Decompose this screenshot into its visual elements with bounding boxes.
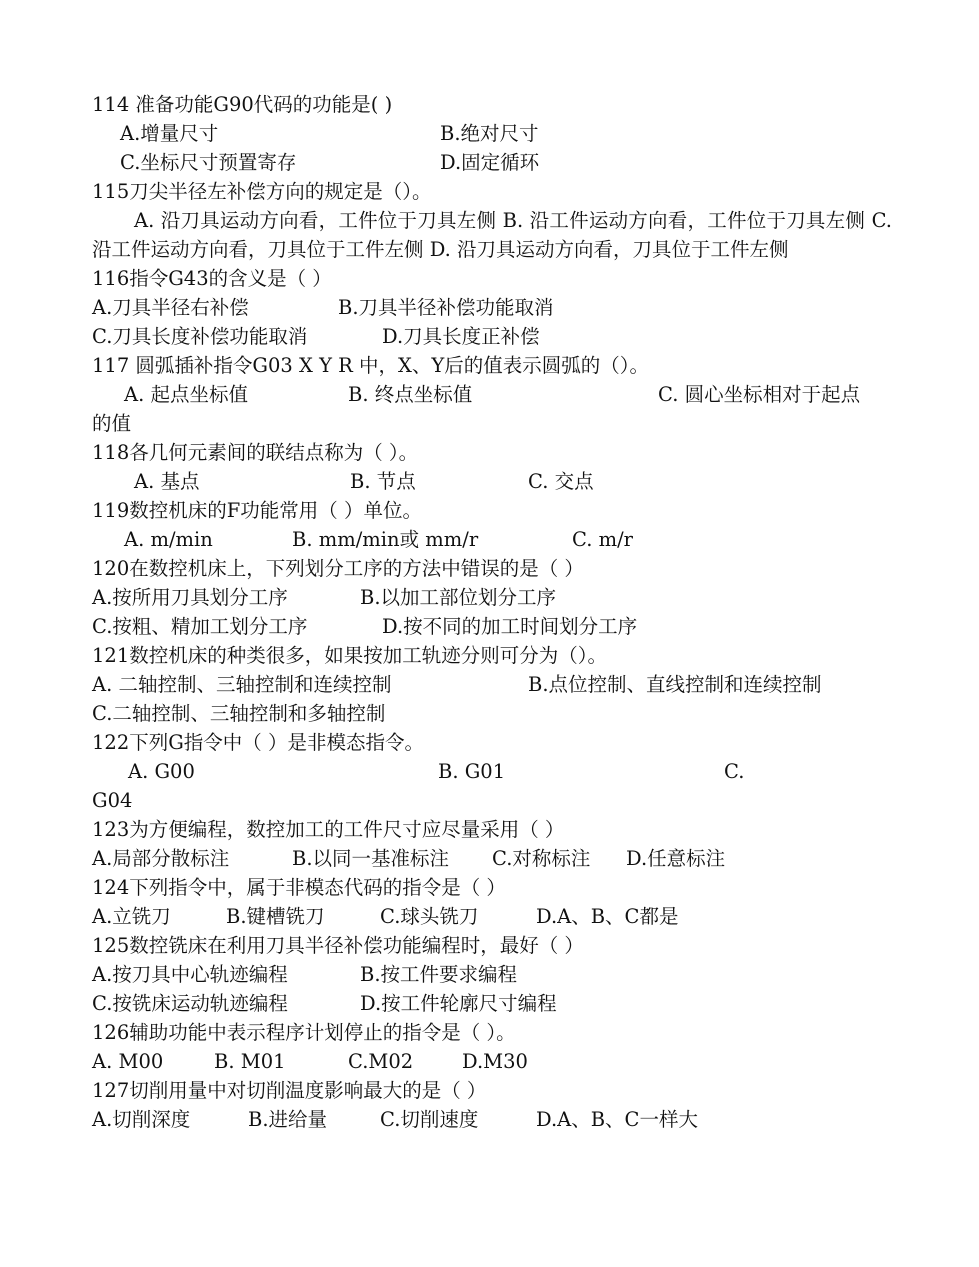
- question-115: 115刀尖半径左补偿方向的规定是（）。: [92, 180, 432, 203]
- question-114: 114 准备功能G90代码的功能是( ): [92, 93, 393, 116]
- option-d: D.M30: [462, 1050, 528, 1073]
- option-d: D.固定循环: [440, 151, 540, 174]
- options-123: [92, 844, 892, 873]
- option-d: D.刀具长度正补偿: [382, 325, 540, 348]
- option-a: A.增量尺寸: [120, 122, 219, 145]
- option-a: A.切削深度: [92, 1108, 191, 1131]
- options-115: A. 沿刀具运动方向看，工件位于刀具左侧 B. 沿工件运动方向看，工件位于刀具左侧 C. 沿工件运动方向看，刀具位于工件左侧 D. 沿刀具运动方向看，刀具位于工件左侧: [92, 209, 892, 261]
- option-d: D.A、B、C都是: [536, 905, 679, 928]
- option-c: C. 圆心坐标相对于起点: [658, 383, 861, 406]
- option-c: C. m/r: [572, 528, 634, 551]
- option-b: B. G01: [438, 760, 506, 783]
- option-a: A. 基点: [134, 470, 200, 493]
- option-a: A. 起点坐标值: [124, 383, 248, 406]
- option-d: D.任意标注: [626, 847, 726, 870]
- options-121-row2: [92, 699, 892, 728]
- option-b: B. mm/min或 mm/r: [292, 528, 479, 551]
- question-118: 118各几何元素间的联结点称为（ ）。: [92, 441, 419, 464]
- option-b: B.以加工部位划分工序: [360, 586, 557, 609]
- option-c: C.对称标注: [492, 847, 591, 870]
- option-d: D.A、B、C一样大: [536, 1108, 698, 1131]
- option-b: B. 节点: [350, 470, 416, 493]
- option-c: C.M02: [348, 1050, 414, 1073]
- option-c: C. 交点: [528, 470, 594, 493]
- option-a: A. m/min: [124, 528, 213, 551]
- option-c: C.坐标尺寸预置寄存: [120, 151, 297, 174]
- question-117: 117 圆弧插补指令G03 X Y R 中，X、Y后的值表示圆弧的（）。: [92, 354, 650, 377]
- question-116: 116指令G43的含义是（ ）: [92, 267, 332, 290]
- question-127: 127切削用量中对切削温度影响最大的是（ ）: [92, 1079, 487, 1102]
- question-124: 124下列指令中，属于非模态代码的指令是（ ）: [92, 876, 506, 899]
- options-124: [92, 902, 892, 931]
- option-c: C.按粗、精加工划分工序: [92, 615, 308, 638]
- option-c-continued: G04: [92, 789, 133, 812]
- options-120-row1: [92, 583, 892, 612]
- option-c-continued: 的值: [92, 412, 132, 435]
- options-114-row1: [92, 119, 892, 148]
- question-120: 120在数控机床上，下列划分工序的方法中错误的是（ ）: [92, 557, 584, 580]
- options-121-row1: [92, 670, 892, 699]
- option-d: D.按工件轮廓尺寸编程: [360, 992, 557, 1015]
- option-b: B.刀具半径补偿功能取消: [338, 296, 554, 319]
- options-117-row1: [92, 380, 892, 409]
- option-c: C.二轴控制、三轴控制和多轴控制: [92, 702, 386, 725]
- option-a: A.刀具半径右补偿: [92, 296, 249, 319]
- question-122: 122下列G指令中（ ）是非模态指令。: [92, 731, 424, 754]
- option-c: C.按铣床运动轨迹编程: [92, 992, 288, 1015]
- option-a: A. 二轴控制、三轴控制和连续控制: [92, 673, 392, 696]
- option-d: D.按不同的加工时间划分工序: [382, 615, 638, 638]
- option-b: B. 终点坐标值: [348, 383, 473, 406]
- option-c: C.: [724, 760, 745, 783]
- options-125-row2: [92, 989, 892, 1018]
- options-114-row2: [92, 148, 892, 177]
- option-b: B.点位控制、直线控制和连续控制: [528, 673, 822, 696]
- options-126: [92, 1047, 892, 1076]
- options-122-row1: [92, 757, 892, 786]
- option-b: B. M01: [214, 1050, 286, 1073]
- option-b: B.以同一基准标注: [292, 847, 450, 870]
- option-b: B.绝对尺寸: [440, 122, 539, 145]
- option-b: B.按工件要求编程: [360, 963, 518, 986]
- option-a: A. G00: [128, 760, 195, 783]
- option-c: C.刀具长度补偿功能取消: [92, 325, 308, 348]
- option-b: B.键槽铣刀: [226, 905, 325, 928]
- options-119: [92, 525, 892, 554]
- question-121: 121数控机床的种类很多，如果按加工轨迹分则可分为（）。: [92, 644, 607, 667]
- option-c: C.切削速度: [380, 1108, 479, 1131]
- question-126: 126辅助功能中表示程序计划停止的指令是（ ）。: [92, 1021, 516, 1044]
- options-127: [92, 1105, 892, 1134]
- options-116-row2: [92, 322, 892, 351]
- options-118: [92, 467, 892, 496]
- option-a: A.立铣刀: [92, 905, 171, 928]
- option-a: A.按所用刀具划分工序: [92, 586, 288, 609]
- document-page: [92, 90, 892, 1134]
- option-c: C.球头铣刀: [380, 905, 479, 928]
- question-123: 123为方便编程，数控加工的工件尺寸应尽量采用（ ）: [92, 818, 565, 841]
- option-b: B.进给量: [248, 1108, 328, 1131]
- options-125-row1: [92, 960, 892, 989]
- question-125: 125数控铣床在利用刀具半径补偿功能编程时，最好（ ）: [92, 934, 584, 957]
- options-117-row2: [92, 409, 892, 438]
- options-122-row2: [92, 786, 892, 815]
- option-a: A.按刀具中心轨迹编程: [92, 963, 288, 986]
- options-120-row2: [92, 612, 892, 641]
- option-a: A. M00: [92, 1050, 164, 1073]
- question-119: 119数控机床的F功能常用（ ）单位。: [92, 499, 422, 522]
- options-116-row1: [92, 293, 892, 322]
- option-a: A.局部分散标注: [92, 847, 230, 870]
